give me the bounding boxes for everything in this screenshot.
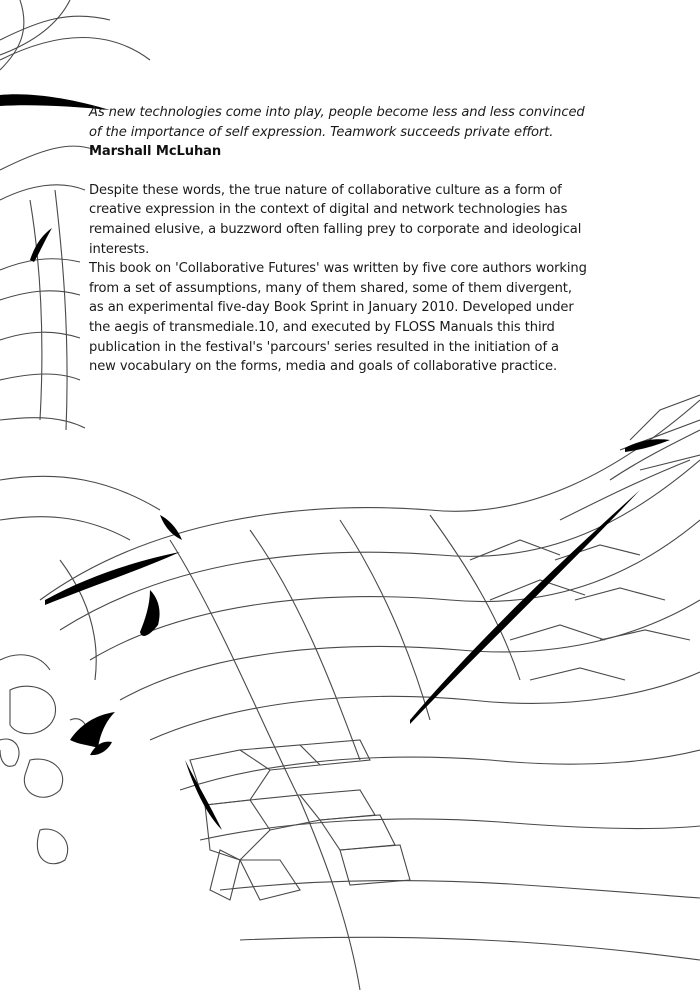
body-paragraph-2: This book on 'Collaborative Futures' was written by five core authors working from a set of assumptions, many of them shared, some of them divergent, as an experimental five-day Book Sprint in January 2010. Developed under the aegis of transmediale.10, and executed by FLOSS Manuals this third publication in the festival's 'parcours' series resulted in the initiation of a new vocabulary on the forms, media and goals of collaborative practice. [89,261,587,375]
epigraph-author: Marshall McLuhan [89,144,222,160]
epigraph-quote: As new technologies come into play, people become less and less convinced of the importance of self expression. Teamwork succeeds private effort. [89,105,585,140]
body-paragraph-1: Despite these words, the true nature of collaborative culture as a form of creative expression in the context of digital and network technologies has remained elusive, a buzzword often falling prey to corporate and ideological interests. [89,182,582,257]
text-block [89,103,589,377]
